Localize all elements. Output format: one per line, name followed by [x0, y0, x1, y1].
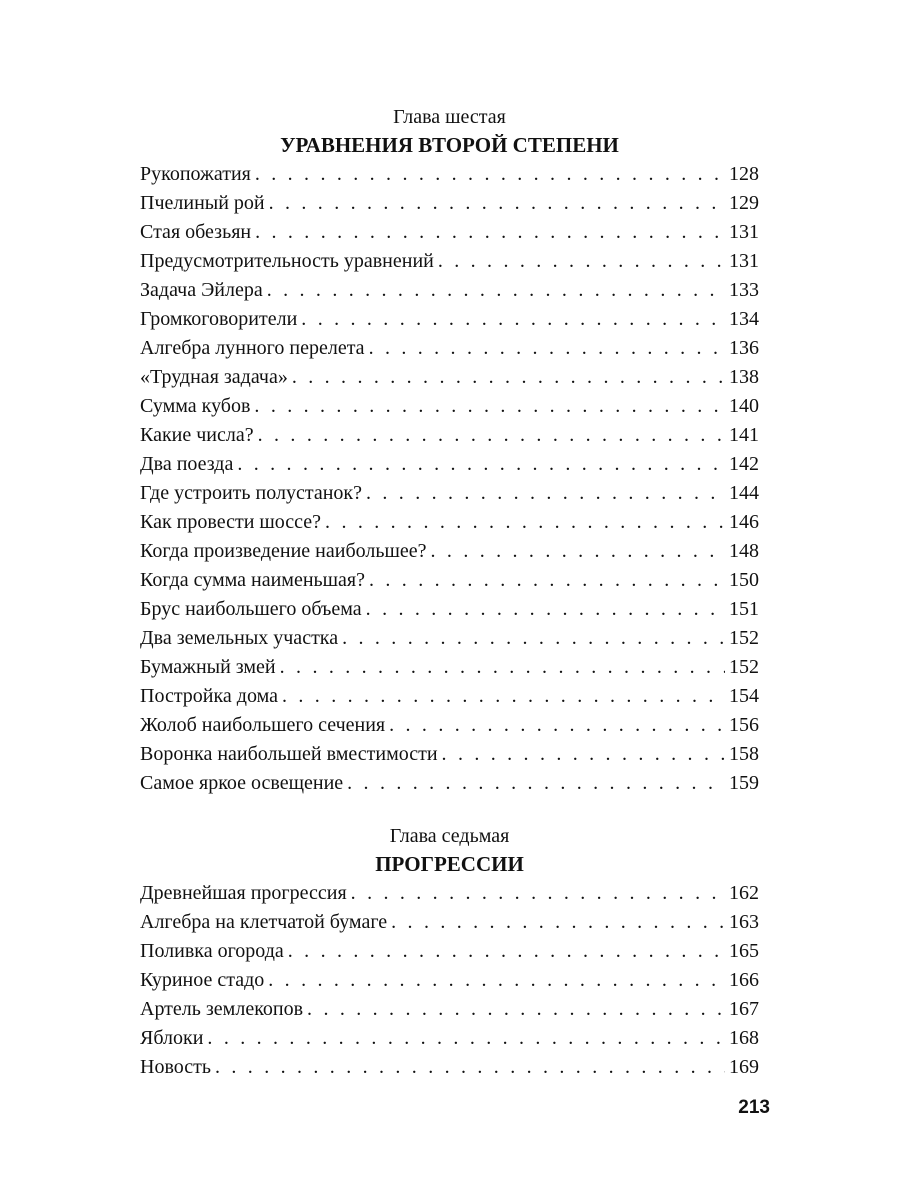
toc-entry-title: Как провести шоссе?: [140, 511, 322, 533]
toc-entry[interactable]: [140, 160, 759, 189]
dot-leader: [391, 908, 725, 937]
toc-entry-title: Постройка дома: [140, 685, 278, 707]
dot-leader: [254, 392, 725, 421]
toc-entry-title: Задача Эйлера: [140, 279, 263, 301]
toc-entry-page: 152: [729, 656, 759, 678]
dot-leader: [369, 334, 725, 363]
toc-entry-page: 140: [729, 395, 759, 417]
toc-entry[interactable]: [140, 966, 759, 995]
page-number: 213: [738, 1097, 770, 1118]
dot-leader: [269, 189, 725, 218]
toc-entry-page: 166: [729, 969, 759, 991]
toc-entry-title: Артель землекопов: [140, 998, 304, 1020]
toc-entry-title: Какие числа?: [140, 424, 254, 446]
toc-entry-title: Два земельных участка: [140, 627, 339, 649]
toc-entry-page: 129: [729, 192, 759, 214]
chapter-7-section: [140, 822, 759, 1082]
toc-entry[interactable]: [140, 711, 759, 740]
toc-entry[interactable]: [140, 769, 759, 798]
toc-entry-page: 156: [729, 714, 759, 736]
toc-entry-page: 167: [729, 998, 759, 1020]
toc-entry[interactable]: [140, 218, 759, 247]
dot-leader: [255, 218, 725, 247]
toc-entry[interactable]: [140, 653, 759, 682]
toc-entry-page: 144: [729, 482, 759, 504]
dot-leader: [280, 653, 725, 682]
toc-entry-title: Стая обезьян: [140, 221, 252, 243]
toc-entry-title: Пчелиный рой: [140, 192, 265, 214]
toc-entry[interactable]: [140, 247, 759, 276]
toc-list: [140, 879, 759, 1082]
toc-entry[interactable]: [140, 479, 759, 508]
toc-entry-title: Алгебра на клетчатой бумаге: [140, 911, 388, 933]
toc-entry[interactable]: [140, 508, 759, 537]
chapter-label: Глава шестая: [393, 106, 506, 128]
toc-entry-page: 152: [729, 627, 759, 649]
toc-entry[interactable]: [140, 937, 759, 966]
dot-leader: [389, 711, 725, 740]
dot-leader: [258, 421, 725, 450]
dot-leader: [207, 1024, 725, 1053]
toc-entry-page: 154: [729, 685, 759, 707]
toc-entry-page: 162: [729, 882, 759, 904]
toc-entry-page: 158: [729, 743, 759, 765]
dot-leader: [307, 995, 725, 1024]
dot-leader: [351, 879, 725, 908]
dot-leader: [301, 305, 725, 334]
toc-entry-title: Рукопожатия: [140, 163, 251, 185]
toc-entry-title: Алгебра лунного перелета: [140, 337, 365, 359]
toc-entry-page: 141: [729, 424, 759, 446]
dot-leader: [369, 566, 725, 595]
toc-entry[interactable]: [140, 305, 759, 334]
toc-entry[interactable]: [140, 392, 759, 421]
chapter-title: УРАВНЕНИЯ ВТОРОЙ СТЕПЕНИ: [280, 133, 619, 157]
toc-entry-title: Громкоговорители: [140, 308, 298, 330]
toc-entry[interactable]: [140, 624, 759, 653]
toc-entry-page: 146: [729, 511, 759, 533]
toc-entry[interactable]: [140, 334, 759, 363]
dot-leader: [282, 682, 725, 711]
toc-entry-title: Два поезда: [140, 453, 234, 475]
toc-entry-page: 131: [729, 221, 759, 243]
chapter-6-section: [140, 103, 759, 798]
toc-entry-page: 134: [729, 308, 759, 330]
dot-leader: [342, 624, 725, 653]
toc-entry-title: Поливка огорода: [140, 940, 284, 962]
toc-entry-page: 169: [729, 1056, 759, 1078]
toc-entry-page: 142: [729, 453, 759, 475]
dot-leader: [292, 363, 725, 392]
dot-leader: [438, 247, 725, 276]
toc-entry[interactable]: [140, 908, 759, 937]
toc-entry-page: 136: [729, 337, 759, 359]
toc-entry[interactable]: [140, 450, 759, 479]
toc-entry-title: Самое яркое освещение: [140, 772, 344, 794]
toc-entry-title: Где устроить полустанок?: [140, 482, 362, 504]
toc-entry-page: 168: [729, 1027, 759, 1049]
toc-entry-title: Когда произведение наибольшее?: [140, 540, 427, 562]
dot-leader: [347, 769, 725, 798]
toc-entry-page: 163: [729, 911, 759, 933]
toc-entry[interactable]: [140, 189, 759, 218]
dot-leader: [268, 966, 725, 995]
dot-leader: [366, 479, 725, 508]
toc-entry[interactable]: [140, 740, 759, 769]
dot-leader: [255, 160, 725, 189]
dot-leader: [431, 537, 725, 566]
toc-entry[interactable]: [140, 595, 759, 624]
chapter-label: Глава седьмая: [389, 825, 510, 847]
toc-entry-page: 151: [729, 598, 759, 620]
dot-leader: [267, 276, 725, 305]
toc-entry-title: Предусмотрительность уравнений: [140, 250, 434, 272]
toc-entry-page: 138: [729, 366, 759, 388]
toc-entry-title: Воронка наибольшей вместимости: [140, 743, 438, 765]
toc-entry[interactable]: [140, 879, 759, 908]
toc-entry[interactable]: [140, 995, 759, 1024]
dot-leader: [442, 740, 725, 769]
dot-leader: [288, 937, 725, 966]
toc-entry-title: Бумажный змей: [140, 656, 276, 678]
dot-leader: [366, 595, 725, 624]
toc-entry-title: Древнейшая прогрессия: [140, 882, 347, 904]
toc-entry[interactable]: [140, 363, 759, 392]
toc-entry[interactable]: [140, 537, 759, 566]
dot-leader: [325, 508, 725, 537]
toc-entry-title: Куриное стадо: [140, 969, 265, 991]
dot-leader: [215, 1053, 725, 1082]
toc-entry-page: 131: [729, 250, 759, 272]
toc-entry-title: «Трудная задача»: [140, 366, 288, 388]
toc-entry-title: Жолоб наибольшего сечения: [140, 714, 386, 736]
toc-entry[interactable]: [140, 276, 759, 305]
toc-entry-title: Сумма кубов: [140, 395, 251, 417]
toc-entry[interactable]: [140, 1024, 759, 1053]
dot-leader: [237, 450, 725, 479]
toc-entry-page: 150: [729, 569, 759, 591]
toc-entry[interactable]: [140, 682, 759, 711]
chapter-title: ПРОГРЕССИИ: [375, 852, 524, 876]
toc-entry-title: Яблоки: [140, 1027, 204, 1049]
toc-entry-title: Когда сумма наименьшая?: [140, 569, 365, 591]
toc-entry-page: 148: [729, 540, 759, 562]
toc-entry[interactable]: [140, 566, 759, 595]
toc-entry-title: Брус наибольшего объема: [140, 598, 362, 620]
toc-entry-page: 133: [729, 279, 759, 301]
toc-entry-page: 128: [729, 163, 759, 185]
toc-entry-page: 165: [729, 940, 759, 962]
toc-entry[interactable]: [140, 421, 759, 450]
toc-entry-title: Новость: [140, 1056, 211, 1078]
toc-list: [140, 160, 759, 798]
toc-entry-page: 159: [729, 772, 759, 794]
toc-entry[interactable]: [140, 1053, 759, 1082]
